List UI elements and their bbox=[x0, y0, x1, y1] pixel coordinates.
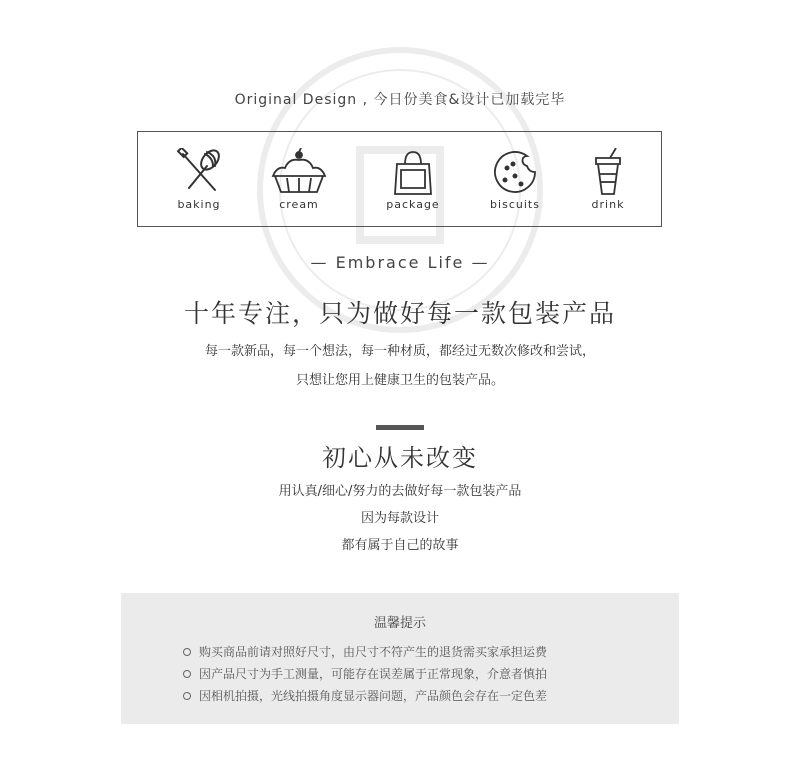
intro-text: Original Design , 今日份美食&设计已加载完毕 bbox=[234, 92, 566, 108]
sub-line-1: 用认真/细心/努力的去做好每一款包装产品 bbox=[278, 484, 522, 499]
tips-title: 温馨提示 bbox=[373, 616, 426, 631]
category-drink bbox=[568, 148, 648, 211]
category-cream bbox=[259, 148, 339, 211]
drink-label: drink bbox=[591, 198, 625, 211]
cream-icon bbox=[269, 148, 329, 196]
baking-icon bbox=[177, 148, 221, 196]
sub-line-2: 因为每款设计 bbox=[360, 511, 439, 526]
description-line-2: 只想让您用上健康卫生的包装产品。 bbox=[295, 373, 504, 388]
package-label: package bbox=[386, 198, 440, 211]
tips-panel bbox=[121, 593, 679, 724]
biscuits-icon bbox=[491, 148, 539, 196]
headline: 十年专注，只为做好每一款包装产品 bbox=[183, 299, 616, 328]
subheading: 初心从未改变 bbox=[322, 444, 478, 472]
baking-label: baking bbox=[177, 198, 221, 211]
biscuits-label: biscuits bbox=[490, 198, 540, 211]
tip-text: 购买商品前请对照好尺寸，由尺寸不符产生的退货需买家承担运费 bbox=[199, 645, 548, 659]
category-package bbox=[373, 148, 453, 211]
bullet-icon bbox=[183, 670, 191, 678]
category-biscuits bbox=[475, 148, 555, 211]
bullet-icon bbox=[183, 692, 191, 700]
category-baking bbox=[159, 148, 239, 211]
package-icon bbox=[391, 148, 435, 196]
tip-text: 因相机拍摄，光线拍摄角度显示器问题，产品颜色会存在一定色差 bbox=[199, 689, 548, 703]
tip-item bbox=[183, 643, 547, 660]
bullet-icon bbox=[183, 648, 191, 656]
tip-text: 因产品尺寸为手工测量，可能存在误差属于正常现象，介意者慎拍 bbox=[199, 667, 548, 681]
cream-label: cream bbox=[279, 198, 319, 211]
drink-icon bbox=[588, 148, 628, 196]
tip-item bbox=[183, 665, 547, 682]
embrace-life-heading: — Embrace Life — bbox=[310, 253, 490, 272]
sub-line-3: 都有属于自己的故事 bbox=[341, 538, 459, 553]
section-divider bbox=[376, 425, 424, 430]
category-icon-box bbox=[137, 131, 662, 227]
description-line-1: 每一款新品，每一个想法，每一种材质，都经过无数次修改和尝试， bbox=[204, 344, 595, 359]
tip-item bbox=[183, 687, 547, 704]
